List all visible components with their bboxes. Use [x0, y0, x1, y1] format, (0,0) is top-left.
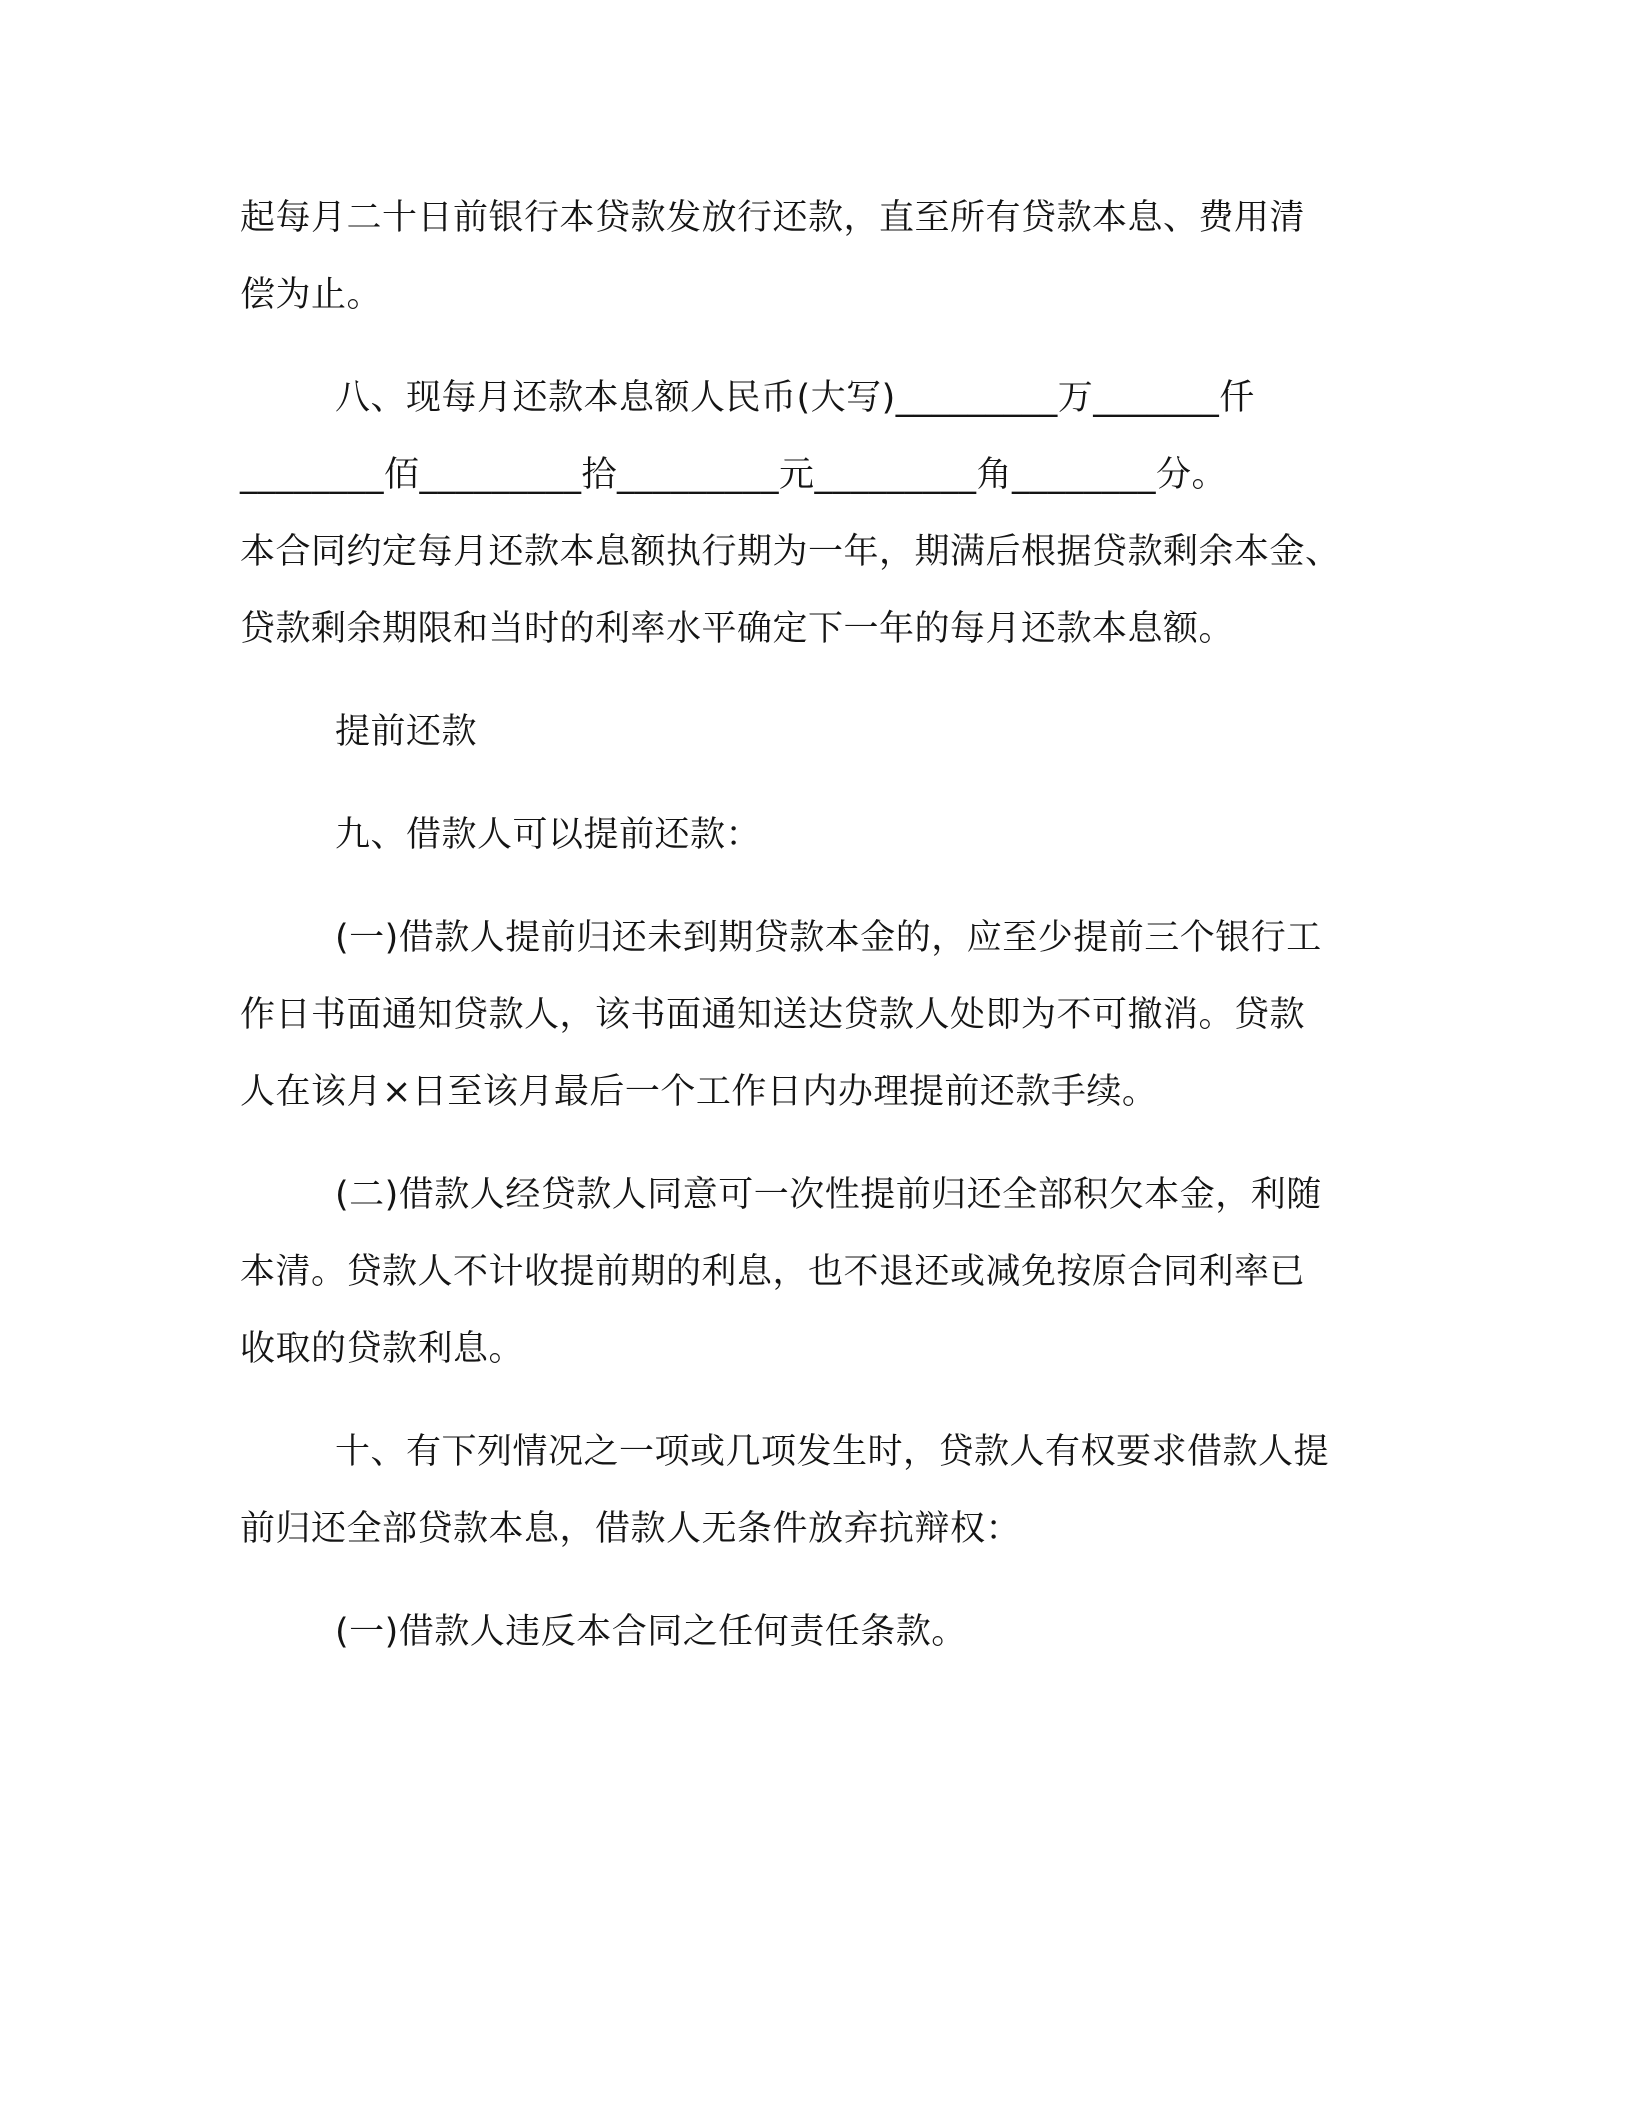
text-line: 作日书面通知贷款人，该书面通知送达贷款人处即为不可撤消。贷款 [240, 995, 1306, 1035]
text-line: 偿为止。 [240, 275, 383, 315]
text-line: (一)借款人违反本合同之任何责任条款。 [335, 1612, 967, 1652]
text-line: (一)借款人提前归还未到期贷款本金的，应至少提前三个银行工 [335, 918, 1322, 958]
section-heading: 提前还款 [335, 712, 478, 752]
text-line: 本清。贷款人不计收提前期的利息，也不退还或减免按原合同利率已 [240, 1252, 1306, 1292]
text-line: 前归还全部贷款本息，借款人无条件放弃抗辩权： [240, 1509, 1022, 1549]
text-line: 贷款剩余期限和当时的利率水平确定下一年的每月还款本息额。 [240, 609, 1235, 649]
text-line: 收取的贷款利息。 [240, 1329, 525, 1369]
text-line: 起每月二十日前银行本贷款发放行还款，直至所有贷款本息、费用清 [240, 198, 1306, 238]
text-line: 八、现每月还款本息额人民币(大写)_________万_______仟 [335, 378, 1255, 418]
text-line: 本合同约定每月还款本息额执行期为一年，期满后根据贷款剩余本金、 [240, 532, 1341, 572]
text-line: 十、有下列情况之一项或几项发生时，贷款人有权要求借款人提 [335, 1432, 1330, 1472]
text-line: 人在该月×日至该月最后一个工作日内办理提前还款手续。 [240, 1072, 1158, 1112]
text-line: 九、借款人可以提前还款： [335, 815, 762, 855]
text-line: (二)借款人经贷款人同意可一次性提前归还全部积欠本金，利随 [335, 1175, 1322, 1215]
text-line: ________佰_________拾_________元_________角________分。 [240, 455, 1228, 495]
